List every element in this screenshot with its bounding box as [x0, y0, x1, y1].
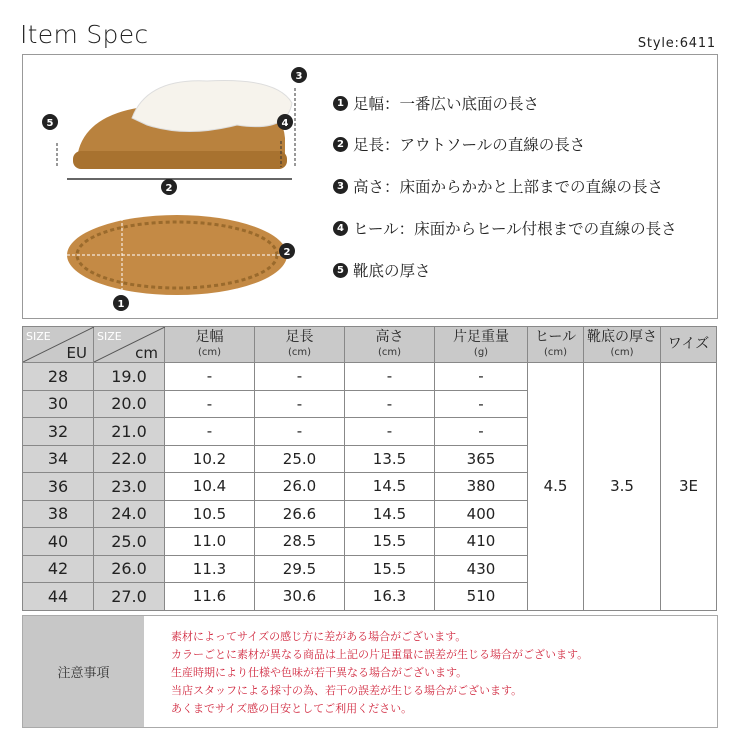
svg-text:2: 2 — [165, 183, 173, 194]
table-cell: 28.5 — [255, 528, 345, 556]
table-cell: 22.0 — [94, 445, 165, 473]
header-col — [584, 327, 661, 363]
table-row — [23, 363, 717, 391]
table-cell: 380 — [435, 473, 528, 501]
table-cell: 27.0 — [94, 583, 165, 611]
table-cell: - — [165, 363, 255, 391]
table-cell: 28 — [23, 363, 94, 391]
table-cell: - — [345, 418, 435, 446]
number-badge: 5 — [333, 263, 348, 278]
desc-text: 高さ：床面からかかと上部までの直線の長さ — [353, 178, 664, 196]
note-line: 当店スタッフによる採寸の為、若干の誤差が生じる場合がございます。 — [171, 684, 523, 697]
header-label: 高さ — [375, 328, 404, 345]
header-col — [255, 327, 345, 363]
header-label: 靴底の厚さ — [587, 328, 657, 345]
notes-section — [22, 615, 718, 728]
header-label: 足幅 — [195, 328, 224, 345]
notes-text — [144, 616, 588, 727]
table-cell: - — [255, 418, 345, 446]
table-cell: 510 — [435, 583, 528, 611]
table-cell: 36 — [23, 473, 94, 501]
table-cell: - — [435, 363, 528, 391]
size-table — [22, 326, 717, 611]
table-cell: - — [435, 418, 528, 446]
number-badge: 1 — [333, 96, 348, 111]
measure-desc-1 — [333, 92, 539, 114]
notes-label: 注意事項 — [23, 616, 144, 727]
header-label: 足長 — [285, 328, 314, 345]
desc-text: 足長：アウトソールの直線の長さ — [353, 136, 586, 154]
table-cell: 40 — [23, 528, 94, 556]
header-unit: (cm) — [543, 346, 568, 358]
table-cell: 21.0 — [94, 418, 165, 446]
svg-text:1: 1 — [117, 299, 125, 310]
desc-text: ヒール：床面からヒール付根までの直線の長さ — [353, 220, 677, 238]
page-title: Item Spec — [20, 20, 149, 49]
table-cell: 10.5 — [165, 500, 255, 528]
table-cell: 26.0 — [94, 555, 165, 583]
table-cell: - — [435, 390, 528, 418]
shoe-illustration — [37, 63, 327, 313]
header-label: 片足重量 — [453, 328, 509, 345]
svg-text:2: 2 — [283, 247, 291, 258]
table-cell: 25.0 — [94, 528, 165, 556]
shoe-side-view — [57, 80, 295, 179]
table-cell: 15.5 — [345, 555, 435, 583]
table-cell: 11.0 — [165, 528, 255, 556]
table-cell: 10.2 — [165, 445, 255, 473]
note-line: あくまでサイズ感の目安としてご利用ください。 — [171, 702, 413, 715]
table-cell: 365 — [435, 445, 528, 473]
table-cell: 32 — [23, 418, 94, 446]
header-unit: (g) — [473, 346, 489, 358]
corner-top: SIZE — [26, 330, 51, 343]
header-col — [661, 327, 717, 363]
header-unit: (cm) — [197, 346, 222, 358]
header-size-cm — [94, 327, 165, 363]
svg-text:3: 3 — [295, 71, 303, 82]
table-cell: 14.5 — [345, 500, 435, 528]
table-cell: - — [165, 390, 255, 418]
measure-desc-2 — [333, 133, 585, 155]
measure-desc-3 — [333, 175, 663, 197]
table-cell: 430 — [435, 555, 528, 583]
table-cell: 11.6 — [165, 583, 255, 611]
header-col — [345, 327, 435, 363]
header-unit: (cm) — [610, 346, 634, 358]
sole-value: 3.5 — [584, 363, 661, 611]
table-cell: 26.0 — [255, 473, 345, 501]
corner-top: SIZE — [97, 330, 122, 343]
note-line: 生産時期により仕様や色味が若干異なる場合がございます。 — [171, 666, 468, 679]
table-cell: 19.0 — [94, 363, 165, 391]
table-cell: 26.6 — [255, 500, 345, 528]
heel-value: 4.5 — [528, 363, 584, 611]
table-cell: 30.6 — [255, 583, 345, 611]
table-cell: - — [255, 363, 345, 391]
table-cell: - — [165, 418, 255, 446]
note-line: 素材によってサイズの感じ方に差がある場合がございます。 — [171, 630, 467, 643]
header-size-eu — [23, 327, 94, 363]
header-col — [435, 327, 528, 363]
table-cell: 23.0 — [94, 473, 165, 501]
table-cell: 410 — [435, 528, 528, 556]
header-label: ワイズ — [667, 336, 710, 352]
sole-view — [67, 215, 287, 295]
table-cell: 38 — [23, 500, 94, 528]
measure-desc-5 — [333, 259, 431, 281]
table-cell: - — [345, 363, 435, 391]
table-cell: - — [255, 390, 345, 418]
number-badge: 3 — [333, 179, 348, 194]
number-badge: 2 — [333, 137, 348, 152]
desc-text: 靴底の厚さ — [353, 262, 431, 280]
number-badge: 4 — [333, 221, 348, 236]
header-unit: (cm) — [287, 346, 312, 358]
table-cell: 24.0 — [94, 500, 165, 528]
table-cell: 15.5 — [345, 528, 435, 556]
table-cell: 11.3 — [165, 555, 255, 583]
table-cell: 14.5 — [345, 473, 435, 501]
table-cell: 44 — [23, 583, 94, 611]
table-cell: 13.5 — [345, 445, 435, 473]
table-cell: 42 — [23, 555, 94, 583]
table-cell: 29.5 — [255, 555, 345, 583]
header-label: ヒール — [534, 328, 577, 345]
measurement-guide — [22, 54, 718, 319]
table-cell: 20.0 — [94, 390, 165, 418]
corner-bottom: cm — [135, 344, 158, 362]
header-col — [528, 327, 584, 363]
table-cell: - — [345, 390, 435, 418]
style-number: Style:6411 — [637, 36, 716, 51]
table-cell: 400 — [435, 500, 528, 528]
table-cell: 34 — [23, 445, 94, 473]
svg-text:5: 5 — [46, 118, 54, 129]
measure-desc-4 — [333, 217, 677, 239]
note-line: カラーごとに素材が異なる商品は上記の片足重量に誤差が生じる場合がございます。 — [171, 648, 589, 661]
desc-text: 足幅：一番広い底面の長さ — [353, 95, 540, 113]
table-cell: 10.4 — [165, 473, 255, 501]
corner-bottom: EU — [66, 344, 87, 362]
header-col — [165, 327, 255, 363]
table-cell: 30 — [23, 390, 94, 418]
svg-text:4: 4 — [281, 118, 289, 129]
width-value: 3E — [661, 363, 717, 611]
table-cell: 25.0 — [255, 445, 345, 473]
header-unit: (cm) — [377, 346, 402, 358]
table-cell: 16.3 — [345, 583, 435, 611]
